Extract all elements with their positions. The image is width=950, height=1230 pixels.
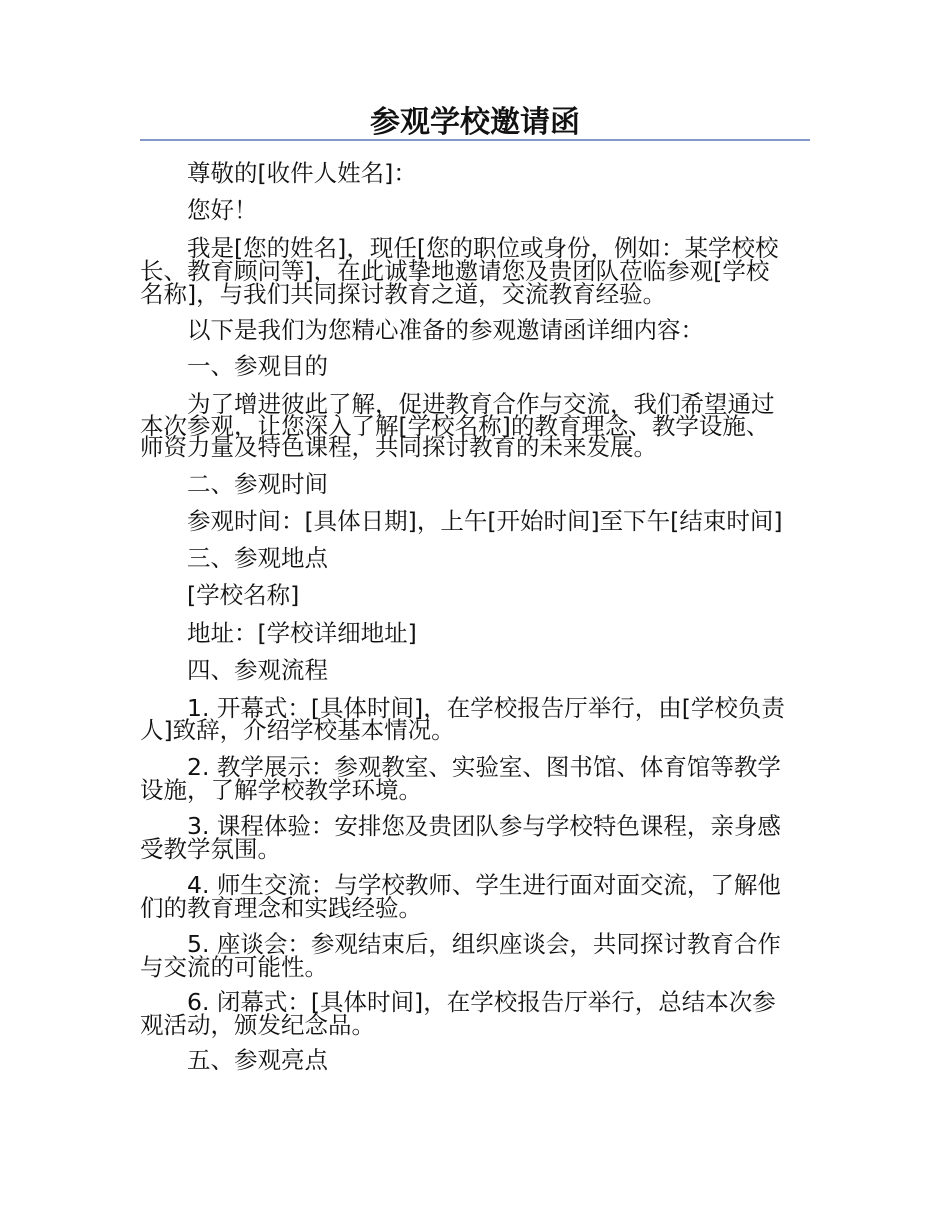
flow-item-5-line-2: 与交流的可能性。 bbox=[140, 953, 328, 981]
salutation: 尊敬的[收件人姓名]： bbox=[187, 159, 417, 187]
school-name: [学校名称] bbox=[187, 581, 300, 609]
flow-item-3-line-1: 3. 课程体验：安排您及贵团队参与学校特色课程，亲身感 bbox=[187, 812, 781, 840]
flow-item-5-line-1: 5. 座谈会：参观结束后，组织座谈会，共同探讨教育合作 bbox=[187, 930, 781, 958]
flow-item-3-line-2: 受教学氛围。 bbox=[140, 835, 281, 863]
section-heading-1: 一、参观目的 bbox=[187, 352, 328, 380]
flow-item-2-line-1: 2. 教学展示：参观教室、实验室、图书馆、体育馆等教学 bbox=[187, 753, 781, 781]
flow-item-1-line-1: 1. 开幕式：[具体时间]，在学校报告厅举行，由[学校负责 bbox=[187, 694, 785, 722]
school-address: 地址：[学校详细地址] bbox=[187, 619, 417, 647]
flow-item-4-line-1: 4. 师生交流：与学校教师、学生进行面对面交流，了解他 bbox=[187, 871, 781, 899]
flow-item-6-line-2: 观活动，颁发纪念品。 bbox=[140, 1011, 375, 1039]
intro-line-2: 长、教育顾问等]，在此诚挚地邀请您及贵团队莅临参观[学校 bbox=[140, 257, 770, 285]
flow-item-1-line-2: 人]致辞，介绍学校基本情况。 bbox=[140, 716, 455, 744]
document-title: 参观学校邀请函 bbox=[370, 105, 580, 140]
intro-line-3: 名称]，与我们共同探讨教育之道，交流教育经验。 bbox=[140, 280, 667, 308]
purpose-line-1: 为了增进彼此了解，促进教育合作与交流，我们希望通过 bbox=[187, 390, 775, 418]
overview-line: 以下是我们为您精心准备的参观邀请函详细内容： bbox=[187, 316, 704, 344]
purpose-line-2: 本次参观，让您深入了解[学校名称]的教育理念、教学设施、 bbox=[140, 412, 770, 440]
title-underline bbox=[140, 139, 810, 141]
visit-time: 参观时间：[具体日期]，上午[开始时间]至下午[结束时间] bbox=[187, 507, 783, 535]
flow-item-2-line-2: 设施，了解学校教学环境。 bbox=[140, 776, 422, 804]
greeting: 您好！ bbox=[187, 196, 258, 224]
section-heading-4: 四、参观流程 bbox=[187, 656, 328, 684]
section-heading-5: 五、参观亮点 bbox=[187, 1046, 328, 1074]
intro-line-1: 我是[您的姓名]，现任[您的职位或身份，例如：某学校校 bbox=[187, 234, 779, 262]
section-heading-3: 三、参观地点 bbox=[187, 544, 328, 572]
flow-item-4-line-2: 们的教育理念和实践经验。 bbox=[140, 894, 422, 922]
section-heading-2: 二、参观时间 bbox=[187, 470, 328, 498]
flow-item-6-line-1: 6. 闭幕式：[具体时间]，在学校报告厅举行，总结本次参 bbox=[187, 988, 776, 1016]
purpose-line-3: 师资力量及特色课程，共同探讨教育的未来发展。 bbox=[140, 433, 657, 461]
